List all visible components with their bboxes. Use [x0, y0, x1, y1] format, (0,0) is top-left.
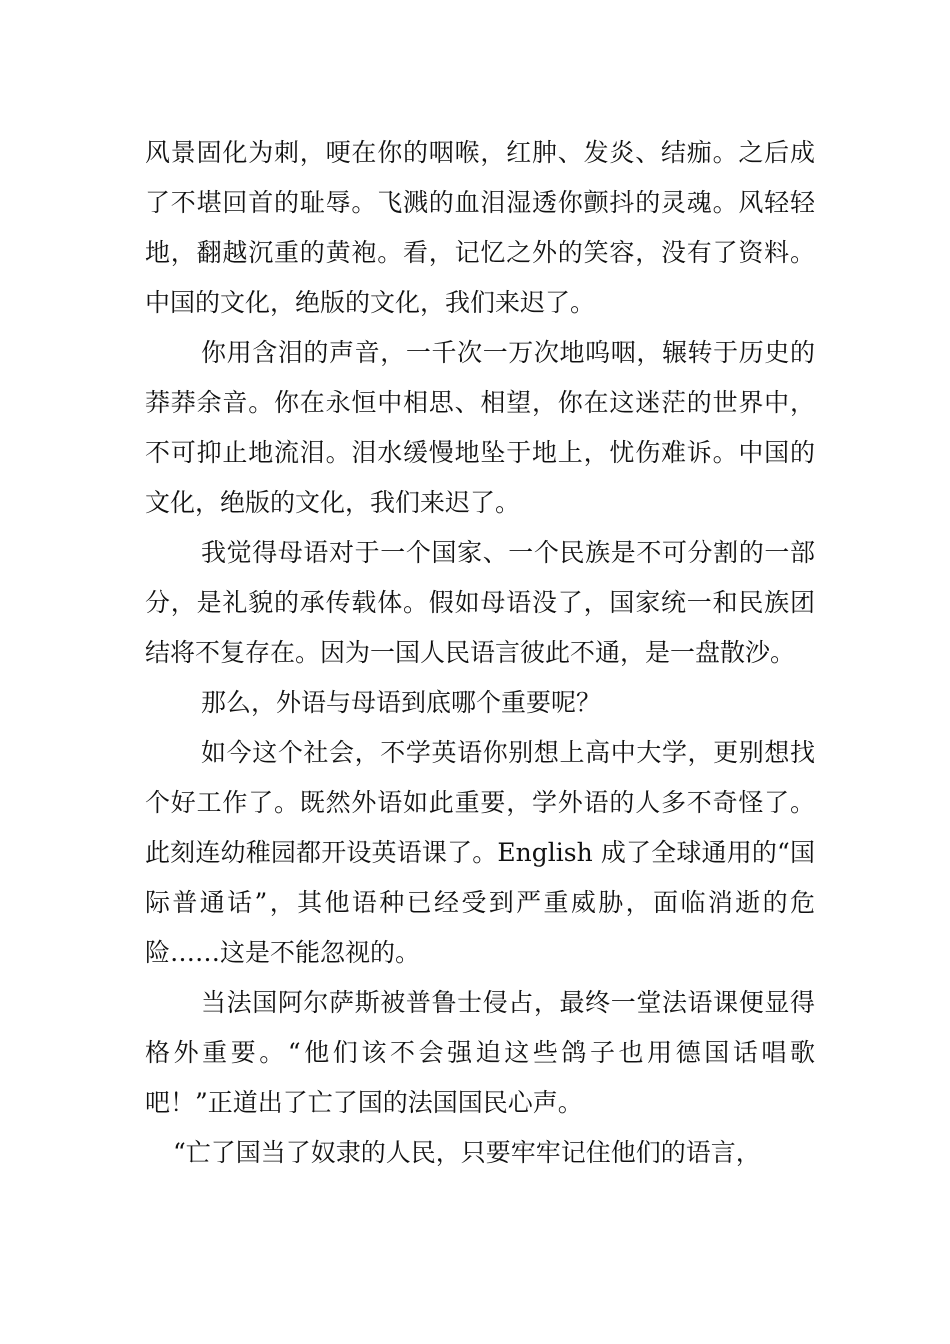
paragraph-4: 那么，外语与母语到底哪个重要呢？: [201, 688, 602, 717]
paragraph-6: 当法国阿尔萨斯被普鲁士侵占，最终一堂法语课便显得格外重要。“他们该不会强迫这些鸽子也用德国话唱歌吧！”正道出了亡了国的法国国民心声。: [145, 988, 815, 1117]
body-text: [145, 128, 815, 1178]
paragraph-7: “亡了国当了奴隶的人民，只要牢牢记住他们的语言，: [173, 1138, 761, 1167]
paragraph-1: 风景固化为刺，哽在你的咽喉，红肿、发炎、结痂。之后成了不堪回首的耻辱。飞溅的血泪湿透你颤抖的灵魂。风轻轻地，翻越沉重的黄袍。看，记忆之外的笑容，没有了资料。中国的文化，绝版的文化，我们来迟了。: [145, 138, 815, 317]
paragraph-2: 你用含泪的声音，一千次一万次地呜咽，辗转于历史的莽莽余音。你在永恒中相思、相望，你在这迷茫的世界中，不可抑止地流泪。泪水缓慢地坠于地上，忧伤难诉。中国的文化，绝版的文化，我们来迟了。: [145, 338, 815, 517]
paragraph-3: 我觉得母语对于一个国家、一个民族是不可分割的一部分，是礼貌的承传载体。假如母语没了，国家统一和民族团结将不复存在。因为一国人民语言彼此不通，是一盘散沙。: [145, 538, 815, 667]
paragraph-5: 如今这个社会，不学英语你别想上高中大学，更别想找个好工作了。既然外语如此重要，学外语的人多不奇怪了。此刻连幼稚园都开设英语课了。English 成了全球通用的“国际普通话”，其他语种已经受到严重威胁，面临消逝的危险……这是不能忽视的。: [145, 738, 815, 967]
